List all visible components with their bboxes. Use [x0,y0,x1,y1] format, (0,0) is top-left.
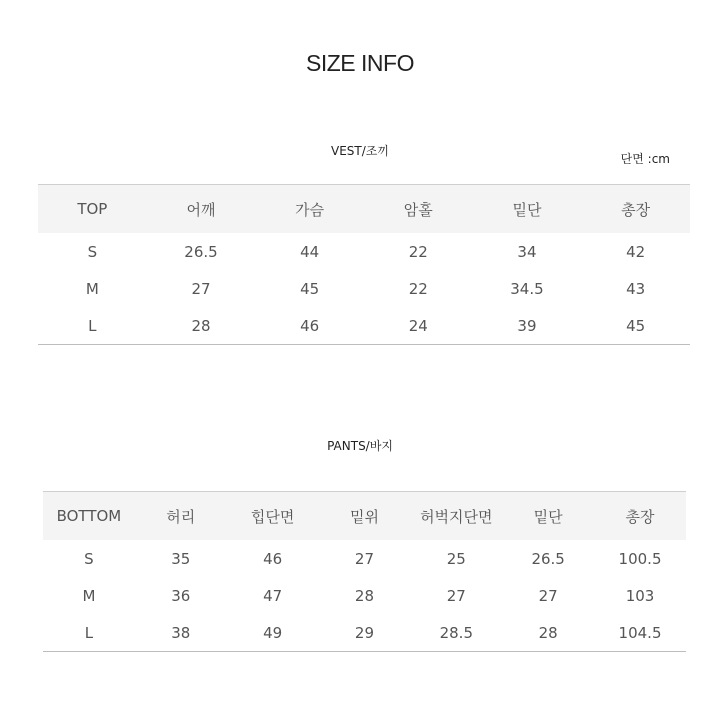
table-cell: 28 [538,623,558,642]
table-cell: M [82,586,96,605]
table-cell: 46 [300,316,320,335]
table-header-cell: 허벅지단면 [410,492,502,541]
table-cell: 46 [263,549,283,568]
table-row [43,614,686,652]
table-cell: 28 [354,586,374,605]
table-cell: L [84,623,94,642]
table-header-cell: 힙단면 [227,492,319,541]
table-header-cell: 암홀 [364,185,473,234]
table-header-row [43,492,686,541]
table-row [43,540,686,577]
table-cell: 38 [171,623,191,642]
table-cell: 100.5 [618,549,662,568]
table-cell: 27 [191,279,211,298]
table-header-cell: 허리 [135,492,227,541]
table-cell: 27 [354,549,374,568]
table-cell: 44 [300,242,320,261]
table-row [38,270,690,307]
table-cell: M [85,279,99,298]
table-row [43,577,686,614]
table-row [38,233,690,270]
table-cell: 103 [625,586,655,605]
table-row [38,307,690,345]
pants-size-table [43,491,686,652]
table-header-cell: TOP [38,185,147,234]
table-cell: 34 [517,242,537,261]
table-cell: 29 [354,623,374,642]
table-cell: 49 [263,623,283,642]
table-cell: 39 [517,316,537,335]
table-cell: 26.5 [531,549,565,568]
table-cell: 35 [171,549,191,568]
vest-section-title: VEST/조끼 [331,144,389,158]
vest-size-table [38,184,690,345]
table-header-cell: 가슴 [255,185,364,234]
unit-note: 단면 :cm [620,152,670,166]
table-header-cell: 총장 [581,185,690,234]
table-cell: 43 [626,279,646,298]
table-cell: 22 [408,242,428,261]
table-cell: 25 [446,549,466,568]
table-cell: 27 [538,586,558,605]
table-header-cell: BOTTOM [43,492,135,541]
table-header-cell: 밑단 [473,185,582,234]
table-cell: 26.5 [184,242,218,261]
table-cell: 27 [446,586,466,605]
table-cell: 24 [408,316,428,335]
table-cell: 22 [408,279,428,298]
table-cell: 47 [263,586,283,605]
table-header-cell: 밑위 [319,492,411,541]
table-cell: 28 [191,316,211,335]
table-cell: S [84,549,94,568]
table-cell: 45 [300,279,320,298]
table-cell: 28.5 [439,623,473,642]
table-cell: 45 [626,316,646,335]
pants-section-title: PANTS/바지 [327,439,393,453]
table-header-cell: 총장 [594,492,686,541]
table-cell: L [88,316,97,335]
table-cell: 34.5 [510,279,544,298]
table-header-row [38,185,690,234]
table-header-cell: 어깨 [147,185,256,234]
table-cell: 36 [171,586,191,605]
page-title: SIZE INFO [306,50,414,76]
table-cell: 42 [626,242,646,261]
table-cell: 104.5 [618,623,662,642]
table-header-cell: 밑단 [502,492,594,541]
table-cell: S [87,242,98,261]
